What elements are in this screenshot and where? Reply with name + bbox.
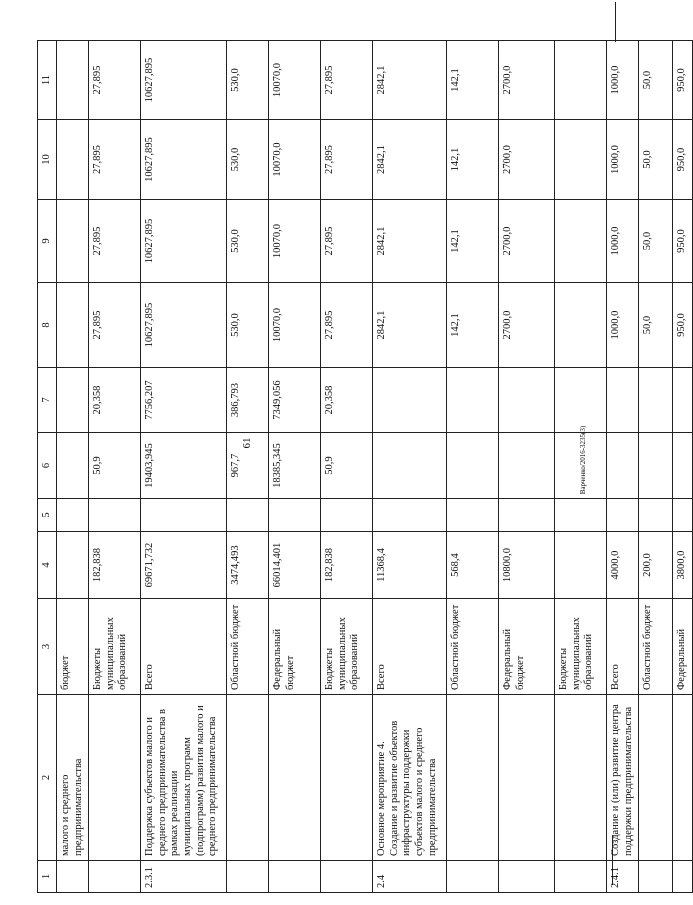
activity-name-cell [673, 695, 693, 861]
amount-cell: 50,0 [639, 200, 673, 283]
activity-name-cell [555, 695, 607, 861]
amount-cell: 50,9 [321, 433, 373, 499]
amount-cell [499, 433, 555, 499]
amount-cell [57, 120, 89, 200]
funding-source-cell: бюджет [57, 599, 89, 695]
amount-cell [57, 433, 89, 499]
amount-cell [639, 433, 673, 499]
amount-cell: 530,0 [227, 283, 269, 368]
amount-cell [673, 433, 693, 499]
amount-cell: 20,358 [89, 368, 141, 433]
amount-cell: 20,358 [321, 368, 373, 433]
funding-source-cell: Областной бюджет [447, 599, 499, 695]
activity-name-cell [639, 695, 673, 861]
table-row [227, 41, 269, 893]
amount-cell: 530,0 [227, 120, 269, 200]
amount-cell: 142,1 [447, 200, 499, 283]
amount-cell: 10800,0 [499, 532, 555, 599]
amount-cell [447, 499, 499, 532]
column-header-7: 7 [38, 368, 57, 433]
table-row [321, 41, 373, 893]
amount-cell: 50,0 [639, 120, 673, 200]
amount-cell [673, 368, 693, 433]
column-header-3: 3 [38, 599, 57, 695]
row-code-cell [57, 861, 89, 893]
amount-cell [373, 499, 447, 532]
funding-source-cell: Федеральный [673, 599, 693, 695]
column-header-6: 6 [38, 433, 57, 499]
amount-cell: 27,895 [321, 283, 373, 368]
amount-cell: 2842,1 [373, 283, 447, 368]
amount-cell [57, 283, 89, 368]
amount-cell: 27,895 [89, 120, 141, 200]
amount-cell [499, 368, 555, 433]
amount-cell: 50,0 [639, 41, 673, 120]
amount-cell [555, 499, 607, 532]
row-code-cell [321, 861, 373, 893]
amount-cell [607, 499, 639, 532]
amount-cell: 10070,0 [269, 41, 321, 120]
amount-cell: 10627,895 [141, 283, 227, 368]
amount-cell [373, 368, 447, 433]
activity-name-cell [499, 695, 555, 861]
amount-cell: 27,895 [89, 200, 141, 283]
amount-cell: 386,793 [227, 368, 269, 433]
column-header-5: 5 [38, 499, 57, 532]
budget-table [37, 40, 693, 893]
amount-cell: 2700,0 [499, 200, 555, 283]
activity-name-cell: Основное мероприятие 4. Создание и развитие объектов инфраструктуры поддержки субъектов малого и среднего предпринимательства [373, 695, 447, 861]
amount-cell [607, 433, 639, 499]
amount-cell: 3474,493 [227, 532, 269, 599]
row-code-cell [447, 861, 499, 893]
amount-cell: 1000,0 [607, 283, 639, 368]
amount-cell: 950,0 [673, 120, 693, 200]
activity-name-cell: Поддержка субъектов малого и среднего предпринимательства в рамках реализации муниципальных программ (подпрограмм) развития малого и среднего предпринимательства [141, 695, 227, 861]
amount-cell: 2700,0 [499, 41, 555, 120]
table-row [639, 41, 673, 893]
table-row [373, 41, 447, 893]
column-header-2: 2 [38, 695, 57, 861]
amount-cell [89, 499, 141, 532]
row-code-cell [639, 861, 673, 893]
row-code-cell: 2.4 [373, 861, 447, 893]
table-row [555, 41, 607, 893]
amount-cell: 142,1 [447, 283, 499, 368]
table-row [141, 41, 227, 893]
amount-cell [555, 532, 607, 599]
amount-cell [639, 368, 673, 433]
amount-cell [57, 499, 89, 532]
amount-cell: 10070,0 [269, 120, 321, 200]
funding-source-cell: Бюджеты муниципальных образований [321, 599, 373, 695]
amount-cell: 2842,1 [373, 120, 447, 200]
amount-cell [639, 499, 673, 532]
amount-cell [555, 283, 607, 368]
amount-cell [57, 200, 89, 283]
funding-source-cell: Федеральный бюджет [269, 599, 321, 695]
table-row [57, 41, 89, 893]
amount-cell: 142,1 [447, 120, 499, 200]
amount-cell: 950,0 [673, 283, 693, 368]
header-row [38, 41, 57, 893]
activity-name-cell: малого и среднего предпринимательства [57, 695, 89, 861]
amount-cell: 10627,895 [141, 120, 227, 200]
activity-name-cell [447, 695, 499, 861]
amount-cell: 182,838 [321, 532, 373, 599]
amount-cell: 2700,0 [499, 283, 555, 368]
amount-cell: 2842,1 [373, 41, 447, 120]
table-row [89, 41, 141, 893]
amount-cell [673, 499, 693, 532]
amount-cell [269, 499, 321, 532]
amount-cell: 1000,0 [607, 41, 639, 120]
table-row [269, 41, 321, 893]
amount-cell: 1000,0 [607, 200, 639, 283]
table-row [673, 41, 693, 893]
funding-source-cell: Всего [141, 599, 227, 695]
amount-cell [499, 499, 555, 532]
amount-cell: 10627,895 [141, 200, 227, 283]
row-code-cell: 2.4.1 [607, 861, 639, 893]
amount-cell: 27,895 [89, 283, 141, 368]
funding-source-cell: Всего [607, 599, 639, 695]
column-header-4: 4 [38, 532, 57, 599]
column-header-10: 10 [38, 120, 57, 200]
amount-cell [607, 368, 639, 433]
table-row [607, 41, 639, 893]
amount-cell: 967,7 [227, 433, 269, 499]
row-code-cell [227, 861, 269, 893]
amount-cell [321, 499, 373, 532]
amount-cell: 27,895 [321, 120, 373, 200]
row-code-cell: 2.3.1 [141, 861, 227, 893]
amount-cell: 19403,945 [141, 433, 227, 499]
amount-cell: 27,895 [89, 41, 141, 120]
funding-source-cell: Областной бюджет [639, 599, 673, 695]
amount-cell: 568,4 [447, 532, 499, 599]
row-code-cell [673, 861, 693, 893]
amount-cell: 10070,0 [269, 200, 321, 283]
amount-cell: 530,0 [227, 200, 269, 283]
amount-cell: 7756,207 [141, 368, 227, 433]
amount-cell [555, 433, 607, 499]
column-header-8: 8 [38, 283, 57, 368]
amount-cell: 11368,4 [373, 532, 447, 599]
amount-cell: 530,0 [227, 41, 269, 120]
activity-name-cell [89, 695, 141, 861]
amount-cell: 18385,345 [269, 433, 321, 499]
column-header-9: 9 [38, 200, 57, 283]
amount-cell [373, 433, 447, 499]
amount-cell: 2700,0 [499, 120, 555, 200]
amount-cell: 27,895 [321, 41, 373, 120]
row-code-cell [89, 861, 141, 893]
funding-source-cell: Федеральный бюджет [499, 599, 555, 695]
amount-cell [555, 120, 607, 200]
amount-cell: 10627,895 [141, 41, 227, 120]
funding-source-cell: Бюджеты муниципальных образований [89, 599, 141, 695]
column-header-11: 11 [38, 41, 57, 120]
activity-name-cell [269, 695, 321, 861]
amount-cell: 1000,0 [607, 120, 639, 200]
amount-cell: 4000,0 [607, 532, 639, 599]
amount-cell: 182,838 [89, 532, 141, 599]
activity-name-cell: Создание и (или) развитие центра поддержки предпринимательства [607, 695, 639, 861]
amount-cell: 50,0 [639, 283, 673, 368]
amount-cell: 2842,1 [373, 200, 447, 283]
table-row [447, 41, 499, 893]
amount-cell [555, 41, 607, 120]
amount-cell: 66014,401 [269, 532, 321, 599]
table-row [499, 41, 555, 893]
amount-cell: 950,0 [673, 200, 693, 283]
amount-cell: 7349,056 [269, 368, 321, 433]
amount-cell: 142,1 [447, 41, 499, 120]
row-code-cell [555, 861, 607, 893]
row-code-cell [269, 861, 321, 893]
crop-mark-top [615, 2, 616, 42]
amount-cell [227, 499, 269, 532]
amount-cell [57, 368, 89, 433]
amount-cell [447, 368, 499, 433]
amount-cell [141, 499, 227, 532]
amount-cell [57, 41, 89, 120]
activity-name-cell [321, 695, 373, 861]
column-header-1: 1 [38, 861, 57, 893]
amount-cell: 10070,0 [269, 283, 321, 368]
amount-cell [57, 532, 89, 599]
amount-cell: 50,9 [89, 433, 141, 499]
page-number: 61 [241, 437, 253, 449]
amount-cell [555, 200, 607, 283]
amount-cell: 950,0 [673, 41, 693, 120]
amount-cell [555, 368, 607, 433]
funding-source-cell: Всего [373, 599, 447, 695]
document-code: Варченко/2016-3235(3) [579, 425, 587, 495]
amount-cell: 200,0 [639, 532, 673, 599]
funding-source-cell: Бюджеты муниципальных образований [555, 599, 607, 695]
amount-cell: 3800,0 [673, 532, 693, 599]
row-code-cell [499, 861, 555, 893]
funding-source-cell: Областной бюджет [227, 599, 269, 695]
amount-cell: 69671,732 [141, 532, 227, 599]
amount-cell [447, 433, 499, 499]
activity-name-cell [227, 695, 269, 861]
amount-cell: 27,895 [321, 200, 373, 283]
